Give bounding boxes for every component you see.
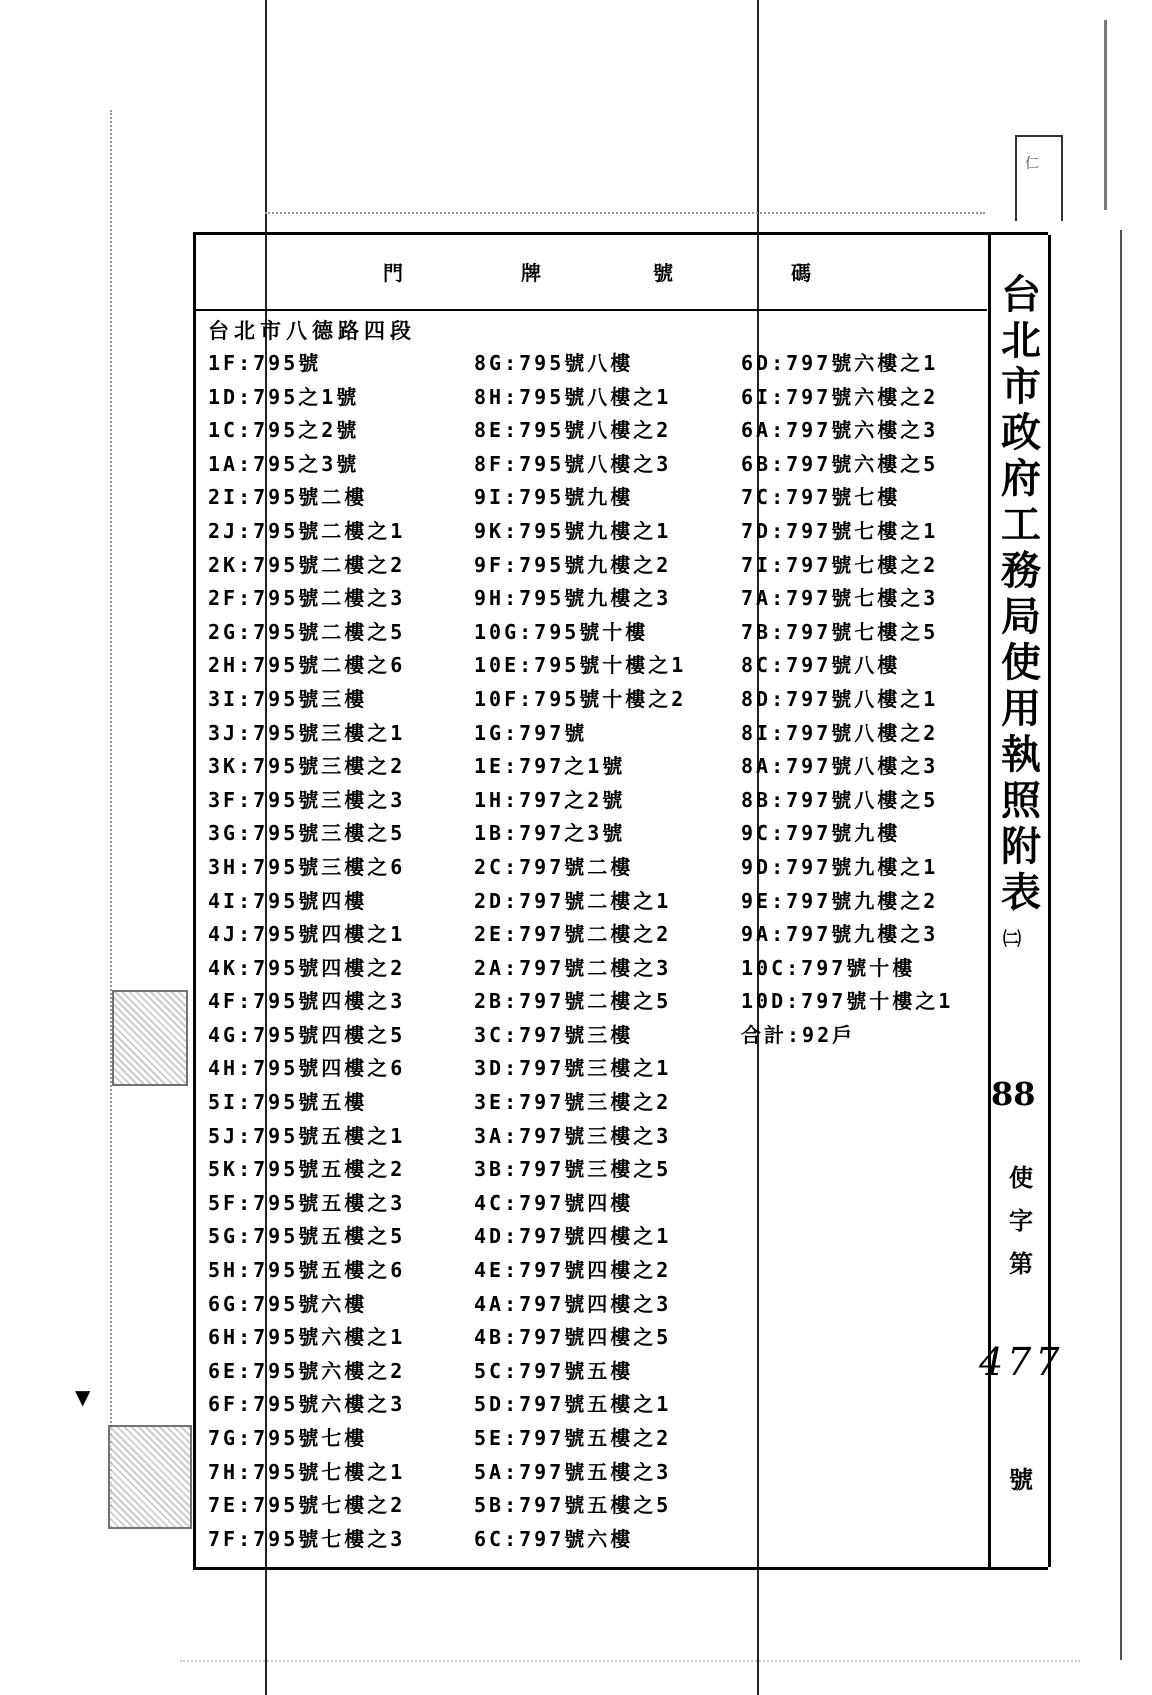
- seal-stamp-upper: [112, 990, 188, 1086]
- address-entry: 8C:797號八樓: [741, 653, 901, 678]
- address-entry: 7F:795號七樓之3: [208, 1526, 406, 1551]
- address-entry: 2C:797號二樓: [474, 854, 634, 879]
- address-entry: 10G:795號十樓: [474, 619, 649, 644]
- address-entry: 5G:795號五樓之5: [208, 1224, 406, 1249]
- address-entry: 4J:795號四樓之1: [208, 922, 406, 947]
- address-entry: 3I:795號三樓: [208, 686, 368, 711]
- address-entry: 2E:797號二樓之2: [474, 922, 672, 947]
- address-entry: 8F:795號八樓之3: [474, 451, 672, 476]
- address-entry: 8G:795號八樓: [474, 351, 634, 375]
- address-entry: 5E:797號五樓之2: [474, 1426, 672, 1450]
- address-column-2: [474, 347, 686, 1556]
- address-entry: 4C:797號四樓: [474, 1190, 634, 1215]
- header-char-men: 門: [383, 261, 403, 285]
- license-title-char: 政: [1001, 409, 1041, 456]
- license-title-char: 工: [1001, 501, 1041, 548]
- license-title-char: 市: [1001, 363, 1041, 410]
- address-entry: 10C:797號十樓: [741, 955, 916, 980]
- license-char-zi: 字: [1009, 1206, 1033, 1235]
- address-entry: 8I:797號八樓之2: [741, 720, 939, 745]
- address-entry: 3J:795號三樓之1: [208, 720, 406, 745]
- license-title-char: 務: [1001, 547, 1041, 594]
- dotted-rule-top: [265, 212, 985, 214]
- address-entry: 9K:795號九樓之1: [474, 518, 672, 543]
- license-title-char: 用: [1001, 685, 1041, 732]
- address-entry: 1G:797號: [474, 720, 588, 745]
- seal-stamp-lower: [108, 1425, 192, 1529]
- address-entry: 3F:795號三樓之3: [208, 787, 406, 812]
- address-entry: 8H:795號八樓之1: [474, 384, 672, 409]
- address-entry: 6F:795號六樓之3: [208, 1392, 406, 1417]
- road-name: 台北市八德路四段: [208, 319, 416, 343]
- license-char-hao: 號: [1009, 1465, 1033, 1494]
- address-entry: 3E:797號三樓之2: [474, 1090, 672, 1115]
- license-char-shi: 使: [1009, 1163, 1033, 1192]
- address-entry: 5A:797號五樓之3: [474, 1459, 672, 1484]
- address-entry: 7E:795號七樓之2: [208, 1493, 406, 1518]
- header-char-pai: 牌: [521, 261, 541, 285]
- address-entry: 9H:795號九樓之3: [474, 586, 672, 611]
- title-sub-number: ㈡: [1003, 929, 1021, 950]
- address-entry: 3D:797號三樓之1: [474, 1056, 672, 1081]
- address-entry: 1E:797之1號: [474, 754, 626, 779]
- license-handwritten-number: 477: [979, 1340, 1064, 1384]
- address-entry: 5C:797號五樓: [474, 1358, 634, 1383]
- license-title-column: [979, 235, 1064, 1567]
- corner-stamp-text: 仁: [1025, 156, 1039, 172]
- margin-arrow-icon: ▼: [75, 1385, 91, 1409]
- address-entry: 5J:795號五樓之1: [208, 1123, 406, 1148]
- license-char-di: 第: [1009, 1249, 1033, 1278]
- address-entry: 10F:795號十樓之2: [474, 686, 687, 711]
- address-entry: 6B:797號六樓之5: [741, 451, 939, 476]
- address-entry: 9E:797號九樓之2: [741, 888, 939, 913]
- address-entry: 6D:797號六樓之1: [741, 351, 939, 375]
- address-entry: 9I:795號九樓: [474, 485, 634, 510]
- address-entry: 合計:92戶: [741, 1022, 856, 1047]
- address-entry: 2K:795號二樓之2: [208, 552, 406, 577]
- header-char-ma: 碼: [791, 261, 811, 285]
- address-entry: 6H:795號六樓之1: [208, 1325, 406, 1350]
- address-entry: 7B:797號七樓之5: [741, 619, 939, 644]
- address-entry: 9A:797號九樓之3: [741, 922, 939, 947]
- address-entry: 7G:795號七樓: [208, 1426, 368, 1450]
- address-entry: 4K:795號四樓之2: [208, 955, 406, 980]
- license-title-char: 表: [1001, 869, 1041, 916]
- address-entry: 7H:795號七樓之1: [208, 1459, 406, 1484]
- address-entry: 8B:797號八樓之5: [741, 787, 939, 812]
- dotted-margin-left: [110, 110, 114, 1510]
- address-entry: 7C:797號七樓: [741, 485, 901, 510]
- address-entry: 3H:795號三樓之6: [208, 854, 406, 879]
- address-entry: 2H:795號二樓之6: [208, 653, 406, 678]
- address-entry: 4F:795號四樓之3: [208, 989, 406, 1014]
- address-entry: 9C:797號九樓: [741, 821, 901, 846]
- address-entry: 5H:795號五樓之6: [208, 1258, 406, 1283]
- header-char-hao: 號: [653, 261, 673, 285]
- license-title-char: 使: [1001, 639, 1041, 686]
- address-entry: 1H:797之2號: [474, 787, 626, 812]
- address-entry: 2D:797號二樓之1: [474, 888, 672, 913]
- address-entry: 4I:795號四樓: [208, 888, 368, 913]
- address-entry: 1F:795號: [208, 351, 322, 375]
- address-entry: 7A:797號七樓之3: [741, 586, 939, 611]
- address-entry: 3B:797號三樓之5: [474, 1157, 672, 1182]
- address-entry: 4H:795號四樓之6: [208, 1056, 406, 1081]
- address-entry: 6G:795號六樓: [208, 1291, 368, 1316]
- table-header: [196, 235, 987, 311]
- license-title-char: 附: [1001, 823, 1041, 870]
- address-entry: 9F:795號九樓之2: [474, 552, 672, 577]
- address-entry: 4G:795號四樓之5: [208, 1022, 406, 1047]
- corner-stamp-box: [1015, 135, 1063, 221]
- address-entry: 5B:797號五樓之5: [474, 1493, 672, 1518]
- address-entry: 4D:797號四樓之1: [474, 1224, 672, 1249]
- address-entry: 8E:795號八樓之2: [474, 418, 672, 443]
- address-entry: 10E:795號十樓之1: [474, 653, 687, 678]
- address-entry: 6I:797號六樓之2: [741, 384, 939, 409]
- license-title-char: 局: [1001, 593, 1041, 640]
- address-entry: 7D:797號七樓之1: [741, 518, 939, 543]
- address-entry: 2J:795號二樓之1: [208, 518, 406, 543]
- address-column-1: [208, 347, 405, 1556]
- license-title-char: 照: [1001, 777, 1041, 824]
- address-entry: 3K:795號三樓之2: [208, 754, 406, 779]
- address-entry: 2G:795號二樓之5: [208, 619, 406, 644]
- address-entry: 10D:797號十樓之1: [741, 989, 954, 1014]
- address-entry: 1C:795之2號: [208, 418, 360, 443]
- address-entry: 6E:795號六樓之2: [208, 1358, 406, 1383]
- dotted-rule-bottom: [180, 1660, 1080, 1662]
- address-entry: 2I:795號二樓: [208, 485, 368, 510]
- address-column-3: [741, 347, 953, 1052]
- address-entry: 6A:797號六樓之3: [741, 418, 939, 443]
- address-entry: 5K:795號五樓之2: [208, 1157, 406, 1182]
- scan-line-right-edge: [1104, 20, 1107, 210]
- address-entry: 5I:795號五樓: [208, 1090, 368, 1115]
- scan-line-right-edge-lower: [1120, 230, 1122, 1660]
- address-entry: 6C:797號六樓: [474, 1526, 634, 1551]
- address-entry: 5F:795號五樓之3: [208, 1190, 406, 1215]
- address-entry: 1D:795之1號: [208, 384, 360, 409]
- address-entry: 3A:797號三樓之3: [474, 1123, 672, 1148]
- license-title-char: 北: [1001, 317, 1041, 364]
- address-entry: 2F:795號二樓之3: [208, 586, 406, 611]
- address-entry: 4B:797號四樓之5: [474, 1325, 672, 1350]
- address-entry: 9D:797號九樓之1: [741, 854, 939, 879]
- address-entry: 7I:797號七樓之2: [741, 552, 939, 577]
- address-entry: 3G:795號三樓之5: [208, 821, 406, 846]
- address-entry: 8A:797號八樓之3: [741, 754, 939, 779]
- address-entry: 2A:797號二樓之3: [474, 955, 672, 980]
- address-entry: 2B:797號二樓之5: [474, 989, 672, 1014]
- license-title-char: 台: [1001, 271, 1041, 318]
- address-entry: 4A:797號四樓之3: [474, 1291, 672, 1316]
- address-entry: 5D:797號五樓之1: [474, 1392, 672, 1417]
- license-title-char: 府: [1001, 455, 1041, 502]
- license-title-char: 執: [1001, 731, 1041, 778]
- address-entry: 1A:795之3號: [208, 451, 360, 476]
- address-table: [193, 232, 1064, 1570]
- address-entry: 3C:797號三樓: [474, 1022, 634, 1047]
- address-entry: 8D:797號八樓之1: [741, 686, 939, 711]
- address-entry: 1B:797之3號: [474, 821, 626, 846]
- address-entry: 4E:797號四樓之2: [474, 1258, 672, 1283]
- license-year-number: 88: [991, 1075, 1036, 1113]
